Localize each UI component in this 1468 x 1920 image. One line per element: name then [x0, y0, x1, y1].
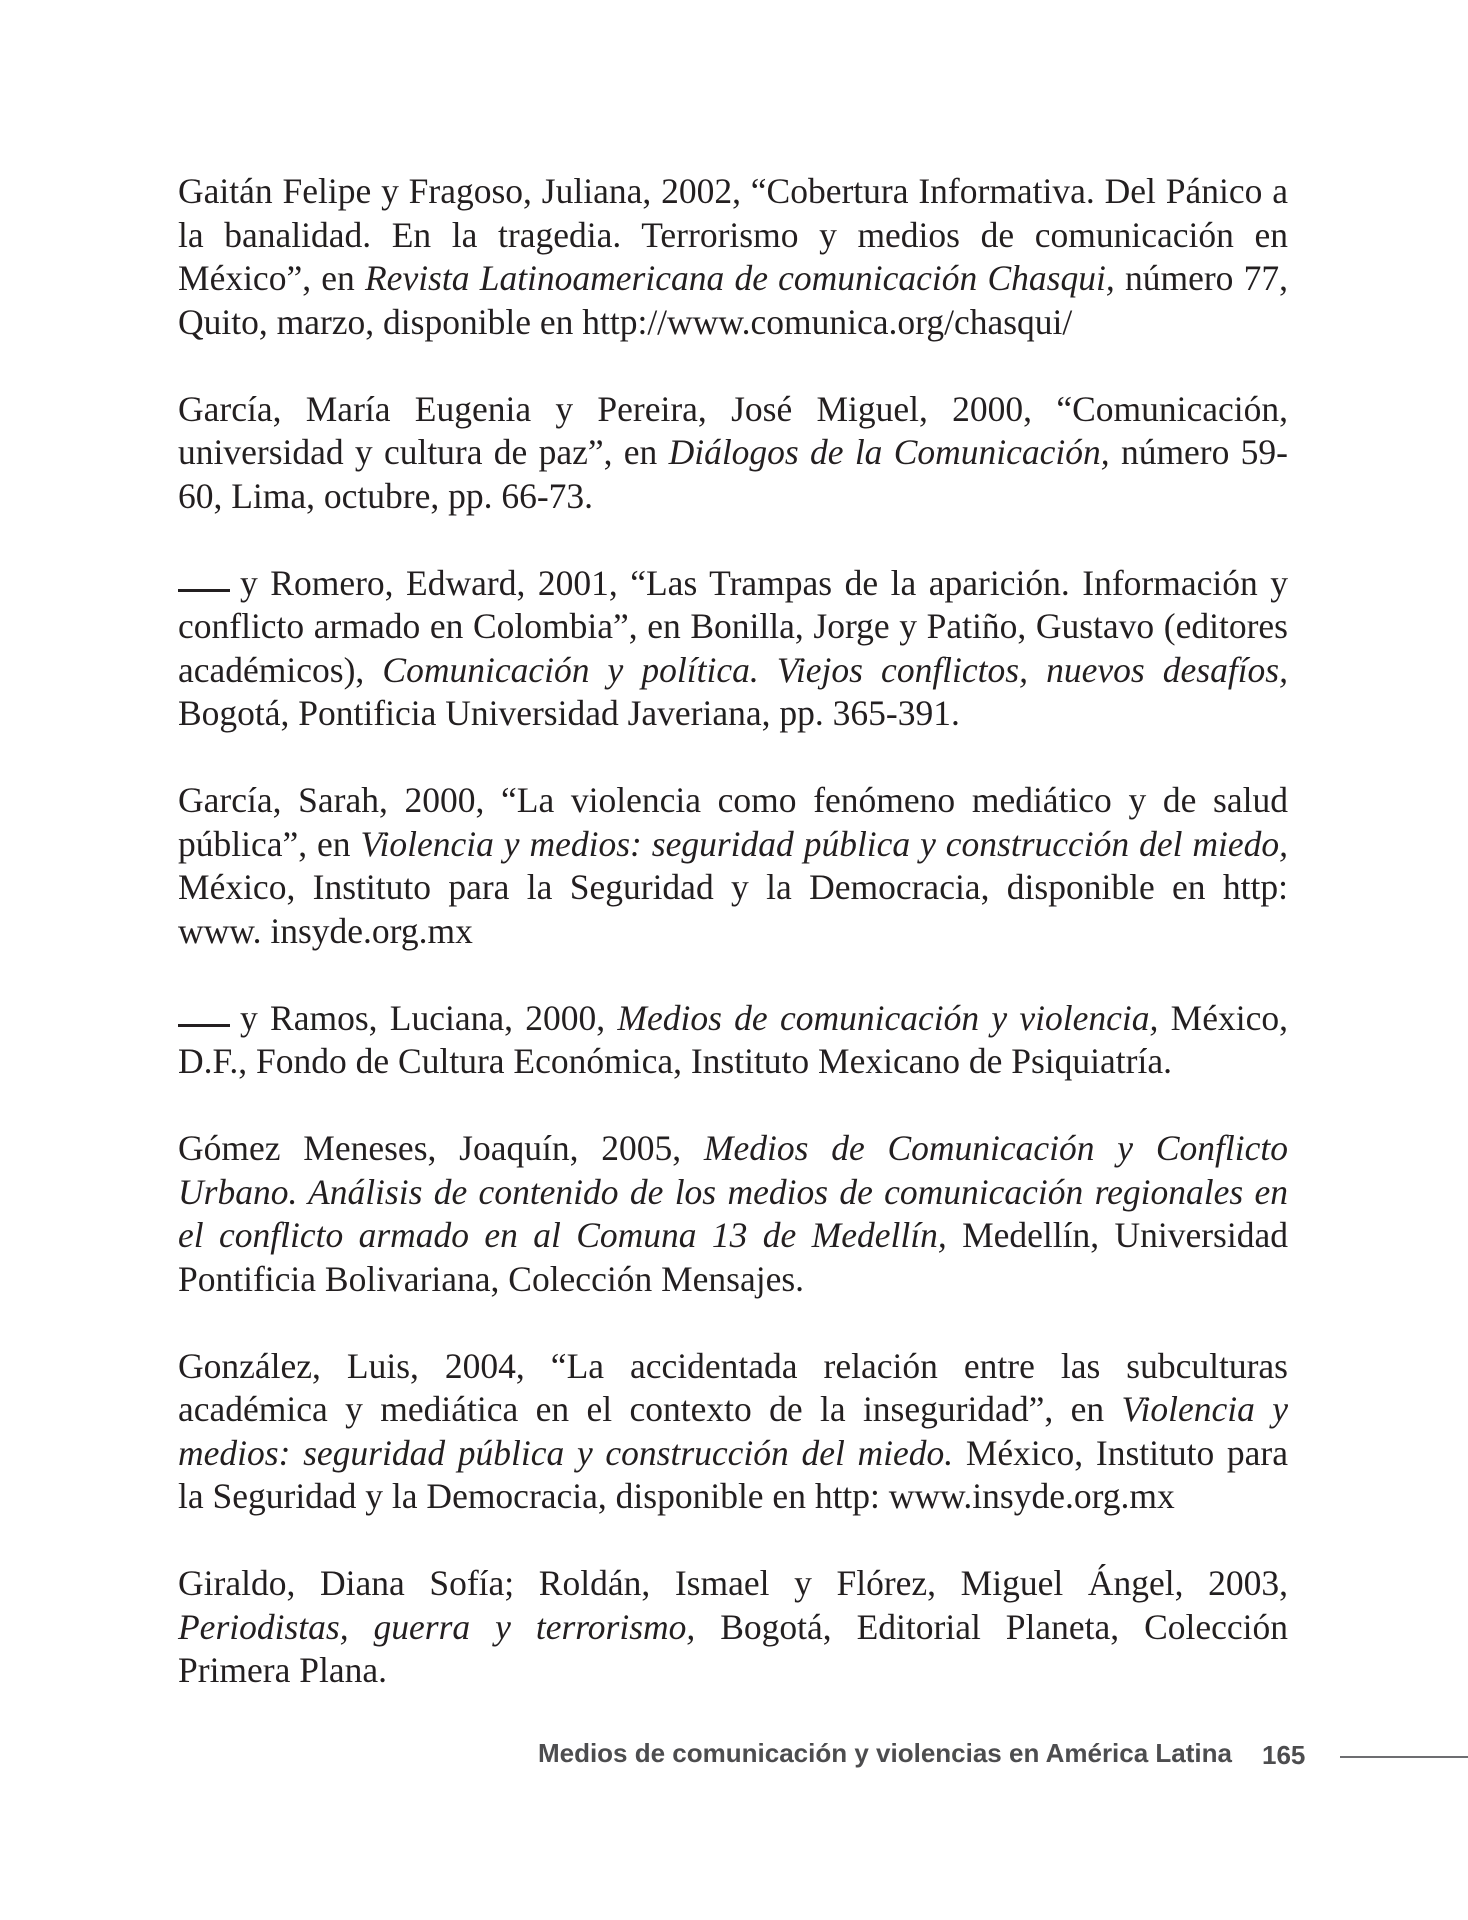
- entry-text: México, Instituto para la Seguridad y la Democracia, disponible en http: www.insyde.org.mx: [178, 1432, 1288, 1516]
- bibliography-entry: [178, 1562, 1288, 1693]
- bibliography-list: [178, 170, 1288, 1736]
- bibliography-entry: [178, 170, 1288, 344]
- bibliography-entry: [178, 779, 1288, 953]
- entry-text: González, Luis, 2004, “La accidentada relación entre las subculturas académica y mediática en el contexto de la inseguridad”, en: [178, 1345, 1288, 1429]
- entry-text: Gómez Meneses, Joaquín, 2005,: [178, 1128, 704, 1168]
- entry-title-italic: Medios de comunicación y violencia,: [617, 997, 1159, 1038]
- entry-title-italic: Violencia y medios: seguridad pública y construcción del miedo,: [360, 823, 1288, 864]
- entry-title-italic: Medios de Comunicación y Conflicto Urbano. Análisis de contenido de los medios de comunicación regionales en el conflicto armado en al Comuna 13 de Medellín,: [178, 1128, 1288, 1255]
- entry-text: y Ramos, Luciana, 2000,: [240, 997, 618, 1038]
- bibliography-entry: [178, 562, 1288, 736]
- page-footer: [0, 1736, 1468, 1776]
- entry-text: Bogotá, Pontificia Universidad Javeriana, pp. 365-391.: [178, 693, 960, 733]
- entry-text: número 77, Quito, marzo, disponible en http://www.comunica.org/chasqui/: [178, 258, 1288, 342]
- entry-title-italic: Violencia y medios: seguridad pública y construcción del miedo.: [178, 1389, 1288, 1473]
- entry-text: México, Instituto para la Seguridad y la Democracia, disponible en http: www. insyde.org.mx: [178, 867, 1288, 951]
- repeated-author-dash: [178, 1024, 230, 1027]
- entry-text: García, María Eugenia y Pereira, José Miguel, 2000, “Comunicación, universidad y cultura de paz”, en: [178, 388, 1288, 472]
- running-title: Medios de comunicación y violencias en América Latina: [537, 1738, 1232, 1768]
- bibliography-entry: [178, 1345, 1288, 1519]
- page-number: 165: [1262, 1740, 1306, 1770]
- entry-text: número 59-60, Lima, octubre, pp. 66-73.: [178, 432, 1288, 516]
- repeated-author-dash: [178, 589, 230, 592]
- entry-text: Giraldo, Diana Sofía; Roldán, Ismael y Flórez, Miguel Ángel, 2003,: [178, 1563, 1288, 1603]
- footer-rule: [1340, 1756, 1468, 1758]
- entry-text: García, Sarah, 2000, “La violencia como fenómeno mediático y de salud pública”, en: [178, 780, 1288, 864]
- bibliography-entry: [178, 388, 1288, 519]
- entry-text: y Romero, Edward, 2001, “Las Trampas de la aparición. Información y conflicto armado en Colombia”, en Bonilla, Jorge y Patiño, Gustavo (editores académicos),: [178, 562, 1288, 690]
- entry-title-italic: Revista Latinoamericana de comunicación Chasqui,: [365, 258, 1115, 298]
- entry-title-italic: Comunicación y política. Viejos conflictos, nuevos desafíos,: [382, 649, 1288, 690]
- bibliography-entry: [178, 997, 1288, 1084]
- entry-text: Medellín, Universidad Pontificia Bolivariana, Colección Mensajes.: [178, 1215, 1288, 1299]
- entry-title-italic: Periodistas, guerra y terrorismo,: [178, 1606, 696, 1647]
- entry-text: Gaitán Felipe y Fragoso, Juliana, 2002, “Cobertura Informativa. Del Pánico a la banalidad. En la tragedia. Terrorismo y medios de comunicación en México”, en: [178, 171, 1288, 298]
- bibliography-entry: [178, 1127, 1288, 1301]
- entry-title-italic: Diálogos de la Comunicación,: [668, 432, 1110, 472]
- entry-text: México, D.F., Fondo de Cultura Económica, Instituto Mexicano de Psiquiatría.: [178, 997, 1288, 1081]
- entry-text: Bogotá, Editorial Planeta, Colección Primera Plana.: [178, 1606, 1288, 1690]
